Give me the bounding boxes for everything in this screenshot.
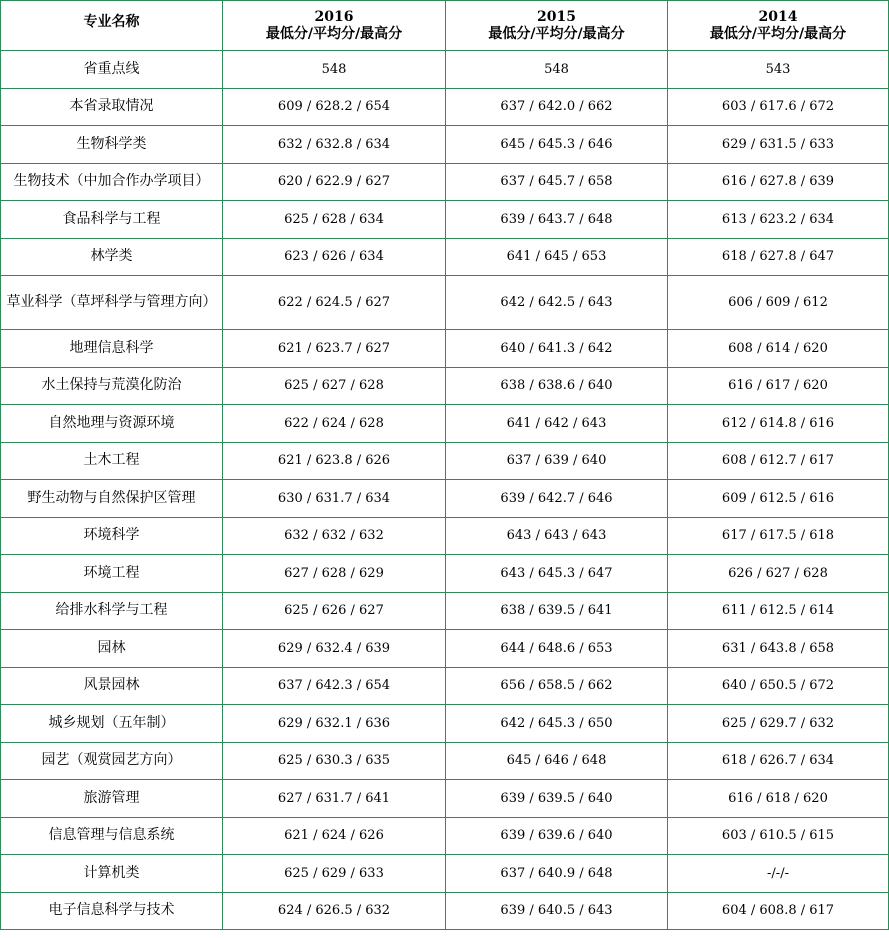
major-name-cell: 园林 (1, 630, 223, 668)
score-cell-2016: 629 / 632.4 / 639 (223, 630, 446, 668)
header-year-label: 2016 (314, 8, 354, 25)
major-name-cell: 省重点线 (1, 51, 223, 89)
major-name-cell: 生物技术（中加合作办学项目） (1, 163, 223, 201)
table-row (1, 555, 889, 593)
score-cell-2015: 637 / 642.0 / 662 (446, 88, 668, 126)
table-row (1, 705, 889, 743)
major-name-cell: 计算机类 (1, 855, 223, 893)
major-name-cell: 旅游管理 (1, 780, 223, 818)
major-name-cell: 水土保持与荒漠化防治 (1, 367, 223, 405)
score-cell-2014: 611 / 612.5 / 614 (668, 592, 889, 630)
major-name-cell: 园艺（观赏园艺方向） (1, 742, 223, 780)
table-row (1, 201, 889, 239)
score-cell-2016: 632 / 632 / 632 (223, 517, 446, 555)
table-row (1, 630, 889, 668)
header-year-2014 (668, 1, 889, 51)
major-name-cell: 给排水科学与工程 (1, 592, 223, 630)
score-cell-2015: 639 / 639.5 / 640 (446, 780, 668, 818)
table-row (1, 592, 889, 630)
major-name-cell: 自然地理与资源环境 (1, 405, 223, 443)
header-major-name: 专业名称 (1, 1, 223, 51)
score-cell-2015: 645 / 645.3 / 646 (446, 126, 668, 164)
score-cell-2014: 631 / 643.8 / 658 (668, 630, 889, 668)
score-cell-2016: 632 / 632.8 / 634 (223, 126, 446, 164)
table-row (1, 163, 889, 201)
score-cell-2014: 609 / 612.5 / 616 (668, 480, 889, 518)
score-cell-2014: 608 / 612.7 / 617 (668, 442, 889, 480)
score-cell-2015: 643 / 645.3 / 647 (446, 555, 668, 593)
major-name-cell: 电子信息科学与技术 (1, 892, 223, 930)
header-year-label: 2014 (758, 8, 798, 25)
table-row (1, 126, 889, 164)
score-cell-2014: 629 / 631.5 / 633 (668, 126, 889, 164)
score-cell-2014: 625 / 629.7 / 632 (668, 705, 889, 743)
score-cell-2016: 630 / 631.7 / 634 (223, 480, 446, 518)
score-cell-2015: 639 / 639.6 / 640 (446, 817, 668, 855)
score-cell-2015: 639 / 643.7 / 648 (446, 201, 668, 239)
table-row (1, 405, 889, 443)
score-cell-2016: 621 / 624 / 626 (223, 817, 446, 855)
score-cell-2015: 637 / 639 / 640 (446, 442, 668, 480)
major-name-cell: 城乡规划（五年制） (1, 705, 223, 743)
major-name-cell: 地理信息科学 (1, 330, 223, 368)
score-cell-2014: 543 (668, 51, 889, 89)
table-row (1, 892, 889, 930)
score-cell-2014: 616 / 617 / 620 (668, 367, 889, 405)
score-cell-2015: 642 / 642.5 / 643 (446, 276, 668, 330)
score-cell-2016: 625 / 629 / 633 (223, 855, 446, 893)
table-row (1, 51, 889, 89)
major-name-cell: 林学类 (1, 238, 223, 276)
score-cell-2014: 640 / 650.5 / 672 (668, 667, 889, 705)
score-cell-2015: 641 / 645 / 653 (446, 238, 668, 276)
major-name-cell: 土木工程 (1, 442, 223, 480)
major-name-cell: 生物科学类 (1, 126, 223, 164)
score-cell-2016: 620 / 622.9 / 627 (223, 163, 446, 201)
score-cell-2016: 625 / 627 / 628 (223, 367, 446, 405)
table-row (1, 780, 889, 818)
major-name-cell: 本省录取情况 (1, 88, 223, 126)
score-cell-2015: 639 / 640.5 / 643 (446, 892, 668, 930)
major-name-cell: 风景园林 (1, 667, 223, 705)
table-row (1, 88, 889, 126)
score-cell-2014: 603 / 617.6 / 672 (668, 88, 889, 126)
score-cell-2015: 638 / 638.6 / 640 (446, 367, 668, 405)
table-row (1, 276, 889, 330)
score-cell-2016: 621 / 623.8 / 626 (223, 442, 446, 480)
score-cell-2016: 623 / 626 / 634 (223, 238, 446, 276)
score-cell-2014: 616 / 618 / 620 (668, 780, 889, 818)
table-row (1, 517, 889, 555)
score-cell-2016: 627 / 628 / 629 (223, 555, 446, 593)
major-name-cell: 信息管理与信息系统 (1, 817, 223, 855)
score-cell-2015: 637 / 640.9 / 648 (446, 855, 668, 893)
score-cell-2015: 548 (446, 51, 668, 89)
score-cell-2015: 643 / 643 / 643 (446, 517, 668, 555)
major-name-cell: 环境工程 (1, 555, 223, 593)
table-row (1, 742, 889, 780)
score-cell-2014: 603 / 610.5 / 615 (668, 817, 889, 855)
header-year-2015 (446, 1, 668, 51)
score-cell-2014: 618 / 626.7 / 634 (668, 742, 889, 780)
table-row (1, 667, 889, 705)
table-header-row (1, 1, 889, 51)
header-year-sublabel: 最低分/平均分/最高分 (709, 25, 847, 42)
score-cell-2016: 625 / 626 / 627 (223, 592, 446, 630)
major-name-cell: 野生动物与自然保护区管理 (1, 480, 223, 518)
header-year-2016 (223, 1, 446, 51)
header-year-sublabel: 最低分/平均分/最高分 (488, 25, 625, 42)
header-year-sublabel: 最低分/平均分/最高分 (265, 25, 403, 42)
score-cell-2016: 624 / 626.5 / 632 (223, 892, 446, 930)
score-cell-2015: 638 / 639.5 / 641 (446, 592, 668, 630)
score-cell-2015: 656 / 658.5 / 662 (446, 667, 668, 705)
score-cell-2014: 608 / 614 / 620 (668, 330, 889, 368)
score-cell-2014: -/-/- (668, 855, 889, 893)
score-cell-2014: 618 / 627.8 / 647 (668, 238, 889, 276)
score-cell-2016: 629 / 632.1 / 636 (223, 705, 446, 743)
table-row (1, 367, 889, 405)
major-name-cell: 食品科学与工程 (1, 201, 223, 239)
header-year-label: 2015 (537, 8, 576, 25)
score-cell-2016: 622 / 624.5 / 627 (223, 276, 446, 330)
table-row (1, 330, 889, 368)
score-cell-2015: 637 / 645.7 / 658 (446, 163, 668, 201)
score-cell-2016: 627 / 631.7 / 641 (223, 780, 446, 818)
score-cell-2015: 639 / 642.7 / 646 (446, 480, 668, 518)
table-row (1, 238, 889, 276)
major-name-cell: 草业科学（草坪科学与管理方向） (1, 276, 223, 330)
score-cell-2016: 625 / 628 / 634 (223, 201, 446, 239)
score-cell-2015: 645 / 646 / 648 (446, 742, 668, 780)
score-cell-2014: 612 / 614.8 / 616 (668, 405, 889, 443)
major-name-cell: 环境科学 (1, 517, 223, 555)
table-row (1, 480, 889, 518)
score-cell-2015: 640 / 641.3 / 642 (446, 330, 668, 368)
score-cell-2014: 604 / 608.8 / 617 (668, 892, 889, 930)
table-body (1, 51, 889, 930)
score-cell-2015: 642 / 645.3 / 650 (446, 705, 668, 743)
score-cell-2014: 617 / 617.5 / 618 (668, 517, 889, 555)
score-cell-2016: 625 / 630.3 / 635 (223, 742, 446, 780)
score-cell-2015: 644 / 648.6 / 653 (446, 630, 668, 668)
score-cell-2016: 637 / 642.3 / 654 (223, 667, 446, 705)
table-row (1, 817, 889, 855)
score-cell-2014: 613 / 623.2 / 634 (668, 201, 889, 239)
score-cell-2016: 548 (223, 51, 446, 89)
table-row (1, 442, 889, 480)
score-cell-2015: 641 / 642 / 643 (446, 405, 668, 443)
score-cell-2016: 621 / 623.7 / 627 (223, 330, 446, 368)
score-cell-2016: 622 / 624 / 628 (223, 405, 446, 443)
score-cell-2014: 626 / 627 / 628 (668, 555, 889, 593)
table-row (1, 855, 889, 893)
score-cell-2016: 609 / 628.2 / 654 (223, 88, 446, 126)
score-cell-2014: 606 / 609 / 612 (668, 276, 889, 330)
score-cell-2014: 616 / 627.8 / 639 (668, 163, 889, 201)
